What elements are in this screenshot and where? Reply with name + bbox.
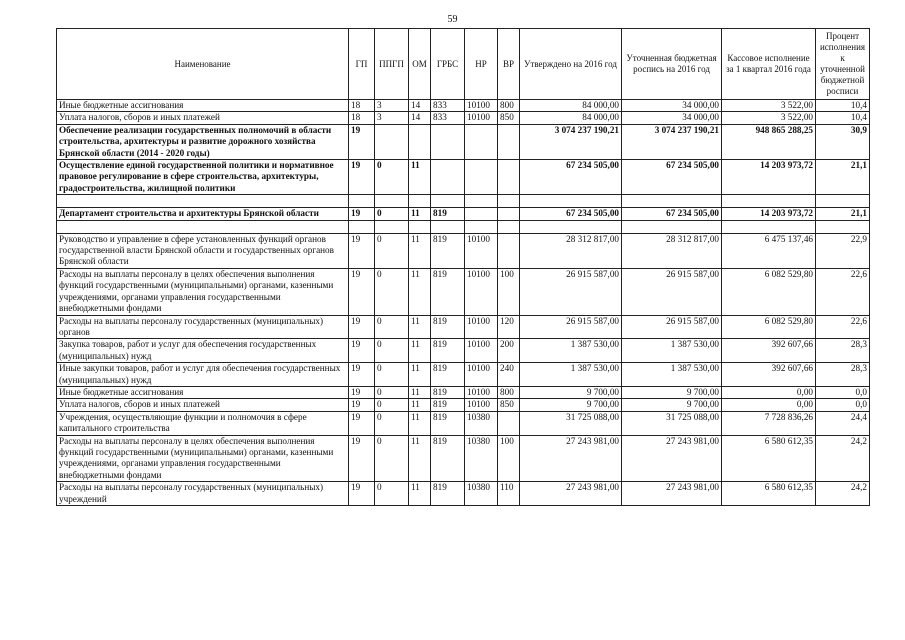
cell-vr: [498, 124, 520, 159]
cell-grbs: 819: [431, 435, 465, 482]
cell-om: 11: [409, 363, 431, 387]
cell-np: 10100: [465, 399, 498, 411]
spacer-cell: [57, 195, 349, 208]
table-row: [57, 363, 870, 387]
cell-refined: 3 074 237 190,21: [622, 124, 722, 159]
cell-name: Закупка товаров, работ и услуг для обеспечения государственных (муниципальных) нужд: [57, 339, 349, 363]
cell-gp: 19: [349, 482, 375, 506]
cell-refined: 34 000,00: [622, 100, 722, 112]
cell-grbs: 819: [431, 268, 465, 315]
spacer-cell: [520, 195, 622, 208]
cell-name: Департамент строительства и архитектуры Брянской области: [57, 208, 349, 220]
cell-om: [409, 124, 431, 159]
cell-refined: 9 700,00: [622, 399, 722, 411]
table-header-row: [57, 29, 870, 100]
cell-om: 11: [409, 339, 431, 363]
cell-vr: [498, 208, 520, 220]
spacer-cell: [409, 220, 431, 233]
cell-percent: 24,4: [816, 411, 870, 435]
cell-om: 14: [409, 100, 431, 112]
table-row: [57, 233, 870, 268]
cell-np: 10380: [465, 411, 498, 435]
cell-name: Иные бюджетные ассигнования: [57, 386, 349, 398]
cell-refined: 31 725 088,00: [622, 411, 722, 435]
cell-ppgp: [375, 124, 409, 159]
header-ppgp: ППГП: [375, 29, 409, 100]
cell-name: Иные закупки товаров, работ и услуг для обеспечения государственных (муниципальных) нужд: [57, 363, 349, 387]
cell-refined: 9 700,00: [622, 386, 722, 398]
header-cash: Кассовое исполнение за 1 квартал 2016 года: [722, 29, 816, 100]
cell-name: Обеспечение реализации государственных полномочий в области строительства, архитектуры и развитие дорожного хозяйства Брянской области (2014 - 2020 годы): [57, 124, 349, 159]
cell-refined: 67 234 505,00: [622, 208, 722, 220]
cell-vr: 110: [498, 482, 520, 506]
cell-gp: 19: [349, 386, 375, 398]
cell-percent: 28,3: [816, 339, 870, 363]
spacer-cell: [349, 220, 375, 233]
cell-cash: 0,00: [722, 399, 816, 411]
cell-cash: 3 522,00: [722, 112, 816, 124]
cell-gp: 19: [349, 208, 375, 220]
cell-cash: 6 082 529,80: [722, 315, 816, 339]
cell-gp: 19: [349, 363, 375, 387]
header-approved: Утверждено на 2016 год: [520, 29, 622, 100]
spacer-cell: [409, 195, 431, 208]
cell-cash: 0,00: [722, 386, 816, 398]
cell-ppgp: 0: [375, 208, 409, 220]
cell-gp: 19: [349, 315, 375, 339]
cell-cash: 7 728 836,26: [722, 411, 816, 435]
table-row: [57, 315, 870, 339]
cell-grbs: 819: [431, 386, 465, 398]
cell-approved: 84 000,00: [520, 100, 622, 112]
cell-percent: 10,4: [816, 100, 870, 112]
header-om: ОМ: [409, 29, 431, 100]
cell-np: [465, 124, 498, 159]
cell-cash: 6 580 612,35: [722, 435, 816, 482]
cell-refined: 34 000,00: [622, 112, 722, 124]
cell-np: 10100: [465, 100, 498, 112]
cell-vr: 850: [498, 112, 520, 124]
cell-grbs: 819: [431, 208, 465, 220]
cell-om: 11: [409, 435, 431, 482]
cell-name: Расходы на выплаты персоналу в целях обеспечения выполнения функций государственными (муниципальными) органами, казенными учреждениями, органами управления государственными внебюджетными фондами: [57, 268, 349, 315]
header-grbs: ГРБС: [431, 29, 465, 100]
cell-name: Учреждения, осуществляющие функции и полномочия в сфере капитального строительства: [57, 411, 349, 435]
cell-percent: 21,1: [816, 160, 870, 195]
cell-ppgp: 3: [375, 112, 409, 124]
cell-vr: [498, 160, 520, 195]
cell-approved: 27 243 981,00: [520, 435, 622, 482]
cell-name: Уплата налогов, сборов и иных платежей: [57, 112, 349, 124]
table-row: [57, 399, 870, 411]
cell-percent: 30,9: [816, 124, 870, 159]
cell-vr: 100: [498, 268, 520, 315]
cell-grbs: 819: [431, 411, 465, 435]
cell-ppgp: 0: [375, 435, 409, 482]
cell-gp: 19: [349, 411, 375, 435]
spacer-cell: [431, 220, 465, 233]
spacer-cell: [722, 195, 816, 208]
cell-ppgp: 0: [375, 399, 409, 411]
cell-gp: 19: [349, 435, 375, 482]
cell-om: 11: [409, 482, 431, 506]
cell-grbs: 833: [431, 112, 465, 124]
cell-approved: 67 234 505,00: [520, 208, 622, 220]
spacer-cell: [520, 220, 622, 233]
cell-name: Расходы на выплаты персоналу в целях обеспечения выполнения функций государственными (муниципальными) органами, казенными учреждениями, органами управления государственными внебюджетными фондами: [57, 435, 349, 482]
cell-vr: 200: [498, 339, 520, 363]
cell-vr: 800: [498, 386, 520, 398]
spacer-cell: [816, 220, 870, 233]
cell-vr: 240: [498, 363, 520, 387]
cell-cash: 6 082 529,80: [722, 268, 816, 315]
cell-percent: 22,6: [816, 315, 870, 339]
cell-percent: 22,6: [816, 268, 870, 315]
cell-ppgp: 0: [375, 386, 409, 398]
table-spacer-row: [57, 195, 870, 208]
cell-cash: 14 203 973,72: [722, 160, 816, 195]
cell-approved: 1 387 530,00: [520, 363, 622, 387]
cell-om: 11: [409, 160, 431, 195]
spacer-cell: [622, 195, 722, 208]
cell-np: 10100: [465, 268, 498, 315]
spacer-cell: [498, 195, 520, 208]
spacer-cell: [498, 220, 520, 233]
table-row: [57, 100, 870, 112]
cell-vr: 120: [498, 315, 520, 339]
spacer-cell: [375, 220, 409, 233]
cell-gp: 19: [349, 233, 375, 268]
spacer-cell: [57, 220, 349, 233]
cell-gp: 19: [349, 399, 375, 411]
spacer-cell: [349, 195, 375, 208]
cell-om: 14: [409, 112, 431, 124]
cell-gp: 19: [349, 124, 375, 159]
header-percent: Процент исполнения к уточненной бюджетной росписи: [816, 29, 870, 100]
cell-gp: 19: [349, 339, 375, 363]
cell-vr: [498, 411, 520, 435]
header-name: Наименование: [57, 29, 349, 100]
cell-ppgp: 0: [375, 411, 409, 435]
cell-grbs: [431, 124, 465, 159]
header-vr: ВР: [498, 29, 520, 100]
cell-vr: [498, 233, 520, 268]
cell-name: Расходы на выплаты персоналу государственных (муниципальных) органов: [57, 315, 349, 339]
cell-gp: 19: [349, 160, 375, 195]
cell-grbs: 819: [431, 482, 465, 506]
spacer-cell: [722, 220, 816, 233]
cell-ppgp: 0: [375, 363, 409, 387]
cell-approved: 84 000,00: [520, 112, 622, 124]
header-gp: ГП: [349, 29, 375, 100]
cell-refined: 67 234 505,00: [622, 160, 722, 195]
cell-gp: 18: [349, 112, 375, 124]
table-spacer-row: [57, 220, 870, 233]
cell-cash: 948 865 288,25: [722, 124, 816, 159]
cell-approved: 9 700,00: [520, 386, 622, 398]
cell-ppgp: 0: [375, 315, 409, 339]
cell-vr: 800: [498, 100, 520, 112]
table-row: [57, 482, 870, 506]
cell-approved: 1 387 530,00: [520, 339, 622, 363]
cell-ppgp: 0: [375, 160, 409, 195]
cell-np: 10100: [465, 363, 498, 387]
table-row: [57, 124, 870, 159]
cell-np: 10100: [465, 112, 498, 124]
cell-grbs: 833: [431, 100, 465, 112]
cell-cash: 14 203 973,72: [722, 208, 816, 220]
cell-om: 11: [409, 268, 431, 315]
cell-refined: 27 243 981,00: [622, 435, 722, 482]
table-row: [57, 112, 870, 124]
cell-refined: 26 915 587,00: [622, 268, 722, 315]
cell-om: 11: [409, 399, 431, 411]
cell-percent: 21,1: [816, 208, 870, 220]
table-row: [57, 411, 870, 435]
cell-approved: 27 243 981,00: [520, 482, 622, 506]
cell-grbs: [431, 160, 465, 195]
cell-cash: 392 607,66: [722, 363, 816, 387]
table-row: [57, 268, 870, 315]
cell-percent: 24,2: [816, 435, 870, 482]
table-row: [57, 160, 870, 195]
cell-ppgp: 0: [375, 233, 409, 268]
cell-vr: 850: [498, 399, 520, 411]
cell-name: Уплата налогов, сборов и иных платежей: [57, 399, 349, 411]
cell-om: 11: [409, 233, 431, 268]
spacer-cell: [431, 195, 465, 208]
cell-om: 11: [409, 315, 431, 339]
cell-approved: 3 074 237 190,21: [520, 124, 622, 159]
cell-np: 10100: [465, 339, 498, 363]
header-np: НР: [465, 29, 498, 100]
cell-percent: 28,3: [816, 363, 870, 387]
cell-approved: 67 234 505,00: [520, 160, 622, 195]
cell-np: [465, 208, 498, 220]
cell-name: Расходы на выплаты персоналу государственных (муниципальных) учреждений: [57, 482, 349, 506]
cell-approved: 31 725 088,00: [520, 411, 622, 435]
cell-percent: 10,4: [816, 112, 870, 124]
cell-refined: 27 243 981,00: [622, 482, 722, 506]
spacer-cell: [622, 220, 722, 233]
spacer-cell: [816, 195, 870, 208]
cell-approved: 9 700,00: [520, 399, 622, 411]
spacer-cell: [465, 195, 498, 208]
table-row: [57, 435, 870, 482]
cell-cash: 6 475 137,46: [722, 233, 816, 268]
cell-np: [465, 160, 498, 195]
spacer-cell: [375, 195, 409, 208]
header-refined: Уточненная бюджетная роспись на 2016 год: [622, 29, 722, 100]
cell-approved: 26 915 587,00: [520, 268, 622, 315]
table-row: [57, 386, 870, 398]
cell-cash: 6 580 612,35: [722, 482, 816, 506]
cell-cash: 392 607,66: [722, 339, 816, 363]
cell-grbs: 819: [431, 233, 465, 268]
cell-grbs: 819: [431, 339, 465, 363]
cell-grbs: 819: [431, 315, 465, 339]
cell-om: 11: [409, 208, 431, 220]
cell-name: Иные бюджетные ассигнования: [57, 100, 349, 112]
cell-name: Осуществление единой государственной политики и нормативное правовое регулирование в сфере строительства, архитектуры, градостроительства, жилищной политики: [57, 160, 349, 195]
cell-ppgp: 0: [375, 339, 409, 363]
table-body: [57, 100, 870, 506]
cell-np: 10380: [465, 435, 498, 482]
table-row: [57, 339, 870, 363]
cell-np: 10100: [465, 386, 498, 398]
cell-vr: 100: [498, 435, 520, 482]
cell-percent: 24,2: [816, 482, 870, 506]
cell-om: 11: [409, 411, 431, 435]
cell-name: Руководство и управление в сфере установленных функций органов государственной власти Брянской области и государственных органов Брянской области: [57, 233, 349, 268]
cell-ppgp: 0: [375, 482, 409, 506]
cell-ppgp: 0: [375, 268, 409, 315]
cell-gp: 18: [349, 100, 375, 112]
cell-approved: 28 312 817,00: [520, 233, 622, 268]
spacer-cell: [465, 220, 498, 233]
cell-percent: 0,0: [816, 399, 870, 411]
cell-approved: 26 915 587,00: [520, 315, 622, 339]
cell-refined: 1 387 530,00: [622, 339, 722, 363]
cell-om: 11: [409, 386, 431, 398]
cell-gp: 19: [349, 268, 375, 315]
cell-np: 10380: [465, 482, 498, 506]
table-row: [57, 208, 870, 220]
cell-np: 10100: [465, 233, 498, 268]
page-number: 59: [447, 14, 458, 25]
cell-grbs: 819: [431, 363, 465, 387]
budget-execution-table: [56, 28, 870, 506]
cell-refined: 1 387 530,00: [622, 363, 722, 387]
cell-percent: 22,9: [816, 233, 870, 268]
cell-cash: 3 522,00: [722, 100, 816, 112]
cell-np: 10100: [465, 315, 498, 339]
cell-refined: 28 312 817,00: [622, 233, 722, 268]
cell-grbs: 819: [431, 399, 465, 411]
cell-percent: 0,0: [816, 386, 870, 398]
cell-refined: 26 915 587,00: [622, 315, 722, 339]
cell-ppgp: 3: [375, 100, 409, 112]
